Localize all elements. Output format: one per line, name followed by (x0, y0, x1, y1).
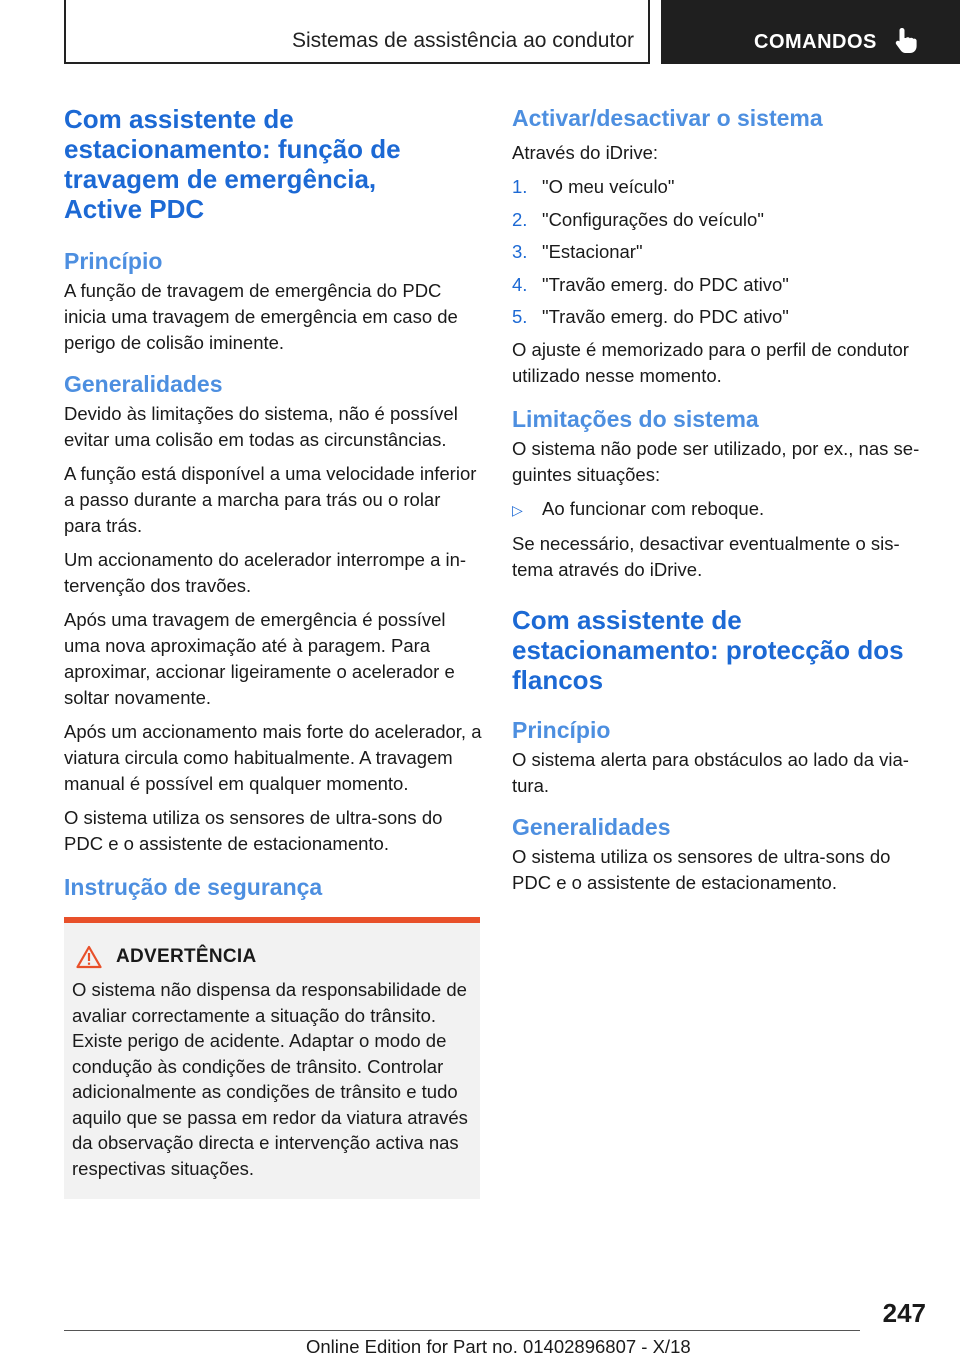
list-item (512, 496, 928, 523)
activar-note: O ajuste é memorizado para o perfil de condutor utilizado nesse momento. (512, 338, 909, 386)
warning-triangle-icon (76, 945, 102, 969)
heading-line: Active PDC (64, 194, 205, 224)
warning-box (64, 917, 480, 1199)
step-number: 2. (512, 208, 528, 230)
footer-divider (64, 1330, 860, 1331)
list-item (512, 174, 928, 200)
warning-header (72, 945, 472, 969)
generalidades-para: Devido às limitações do sistema, não é possível evitar uma colisão em todas as circunstâncias. (64, 403, 458, 450)
activar-heading: Activar/desactivar o sistema (512, 105, 823, 131)
principio-heading: Princípio (64, 248, 163, 274)
step-text: "Estacionar" (542, 241, 643, 262)
warning-title: ADVERTÊNCIA (116, 946, 257, 967)
list-item (512, 207, 928, 233)
step-text: "Travão emerg. do PDC ativo" (542, 273, 789, 295)
section-title: Sistemas de assistência ao condutor (291, 29, 634, 52)
limitacoes-text: O sistema não pode ser utilizado, por ex., nas seguintes situações: (512, 437, 920, 485)
seguranca-heading: Instrução de segurança (64, 874, 323, 900)
generalidades-para: Após um accionamento mais forte do acelerador, a viatura circula como habitualmente. A travagem manual é possível em qualquer momento. (64, 721, 482, 794)
pointing-hand-icon (893, 26, 919, 54)
limitacoes-heading: Limitações do sistema (512, 405, 759, 432)
left-column (64, 104, 482, 904)
list-item (512, 239, 928, 265)
heading-line: Com assistente de (512, 604, 742, 635)
page-number: 247 (882, 1298, 926, 1328)
right-column (512, 104, 928, 904)
activar-intro: Através do iDrive: (512, 142, 658, 163)
generalidades-para: A função está disponível a uma velocidade inferior a passo durante a marcha para trás ou o rolar para trás. (64, 463, 477, 536)
chapter-title: COMANDOS (754, 31, 877, 53)
list-item (512, 272, 928, 298)
section-heading-emergency-braking (64, 104, 482, 224)
heading-line: estacionamento: função de (64, 134, 401, 164)
generalidades-para: Após uma travagem de emergência é possível uma nova aproximação até à paragem. Para aproximar, accionar ligeiramente o acelerador e soltar novamente. (64, 609, 455, 708)
running-header (64, 0, 650, 64)
list-item (512, 304, 928, 330)
flancos-generalidades-heading: Generalidades (512, 813, 671, 840)
step-text: "O meu veículo" (542, 176, 675, 197)
bullet-text: Ao funcionar com reboque. (542, 497, 765, 519)
heading-line: travagem de emergência, (64, 164, 377, 194)
step-number: 1. (512, 176, 528, 197)
flancos-generalidades-text: O sistema utiliza os sensores de ultra-sons do PDC e o assistente de estacionamento. (512, 845, 891, 893)
section-heading-flank-protection (512, 605, 928, 695)
heading-line: Com assistente de (64, 104, 294, 134)
generalidades-para: Um accionamento do acelerador interrompe a intervenção dos travões. (64, 549, 467, 596)
edition-footer: Online Edition for Part no. 01402896807 - X/18 (306, 1336, 691, 1357)
step-number: 3. (512, 241, 528, 262)
step-text: "Configurações do veículo" (542, 208, 764, 230)
idrive-steps (512, 174, 928, 330)
step-text: "Travão emerg. do PDC ativo" (542, 306, 789, 327)
limitacoes-note: Se necessário, desactivar eventualmente o sistema através do iDrive. (512, 532, 900, 580)
step-number: 5. (512, 306, 528, 327)
generalidades-heading: Generalidades (64, 371, 223, 397)
chapter-tab (661, 0, 960, 64)
flancos-principio-heading: Princípio (512, 716, 611, 743)
warning-text: O sistema não dispensa da responsabilidade de avaliar correctamente a situação do trânsito. Existe perigo de acidente. Adaptar o modo de condução às condições de trânsito. Controlar adicionalmente as condições de trânsito e tudo aquilo que se passa em redor da viatura através da observação directa e intervenção activa nas respectivas situações. (72, 979, 468, 1179)
heading-line: estacionamento: protecção dos (512, 634, 904, 665)
triangle-bullet-icon: ▷ (512, 501, 523, 518)
principio-text: A função de travagem de emergência do PDC inicia uma travagem de emergência em caso de perigo de colisão iminente. (64, 280, 458, 353)
flancos-principio-text: O sistema alerta para obstáculos ao lado da viatura. (512, 748, 909, 796)
heading-line: flancos (512, 664, 604, 695)
step-number: 4. (512, 273, 528, 295)
generalidades-para: O sistema utiliza os sensores de ultra-sons do PDC e o assistente de estacionamento. (64, 807, 443, 854)
